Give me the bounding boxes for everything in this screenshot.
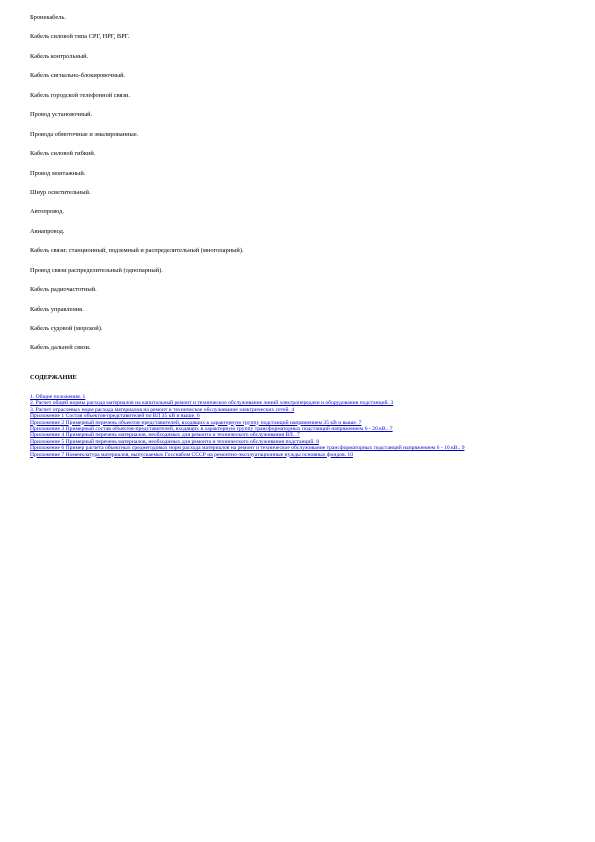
toc-link[interactable]: Приложение 6 Пример расчета объектных среднегодовых норм расхода материалов на ремонт и техническое обслуживание трансформаторных подстанций напряжением 6 - 10 кВ.. 9 [30,445,465,452]
list-item: Кабель сигнально-блокировочный. [30,72,126,80]
toc-link[interactable]: Приложение 3 Примерный состав объектов-представителей, входящих в характерную группу трансформаторных подстанций напряжением 6 - 20 кВ.. 7 [30,426,393,433]
list-item: Кабель силовой гибкий. [30,150,96,158]
list-item: Кабель связи: станционный, подземный и распределительный (многопарный). [30,247,244,255]
list-item: Кабель дальней связи. [30,344,91,352]
list-item: Автопровод. [30,208,65,216]
toc-link[interactable]: Приложение 2 Примерный перечень объектов-представителей, входящих в характерную группу подстанций напряжением 35 кВ и выше. 7 [30,419,362,426]
list-item: Кабель силовой типа СРГ, НРГ, ВРГ. [30,33,130,41]
toc-link[interactable]: 3. Расчет отраслевых норм расхода материалов на ремонт и техническое обслуживание электрических сетей. 4 [30,406,295,413]
list-item: Провод установочный. [30,111,93,119]
list-item: Авиапровод. [30,227,65,235]
toc-link[interactable]: Приложение 4 Примерный перечень материалов, необходимых для ремонта и технического обслуживания ВЛ.. 7 [30,432,300,439]
list-item: Кабель городской телефонной связи. [30,91,131,99]
toc-link[interactable]: Приложение 1 Состав объектов-представителей по ВЛ 35 кВ и выше. 6 [30,413,200,420]
toc-link[interactable]: Приложение 7 Номенклатура материалов, выпускаемых Госснабом СССР на ремонтно-эксплуатационные нужды основных фондов. 10 [30,451,353,458]
list-item: Кабель радиочастотный. [30,286,97,294]
list-item: Провод связи распределительный (однопарный). [30,266,163,274]
toc-link[interactable]: 1. Общие положения. 1 [30,394,86,400]
contents-heading: СОДЕРЖАНИЕ [30,374,77,381]
list-item: Кабель контрольный. [30,52,89,60]
list-item: Провод монтажный. [30,169,86,177]
list-item: Кабель судовой (морской). [30,325,103,332]
list-item: Кабель управления. [30,305,84,313]
cable-type-list [30,14,570,364]
list-item: Провода обмоточные и эмалированные. [30,130,139,138]
toc-link[interactable]: Приложение 5 Примерный перечень материалов, необходимых для ремонта и технического обслуживания подстанций. 8 [30,438,320,445]
table-of-contents [30,394,554,458]
list-item: Шнур осветительный. [30,188,91,196]
toc-link[interactable]: 2. Расчет общей нормы расхода материалов на капитальный ремонт и техническое обслуживание линий электропередачи и оборудования подстанций. 3 [30,400,394,407]
list-item: Бронекабель. [30,14,66,21]
